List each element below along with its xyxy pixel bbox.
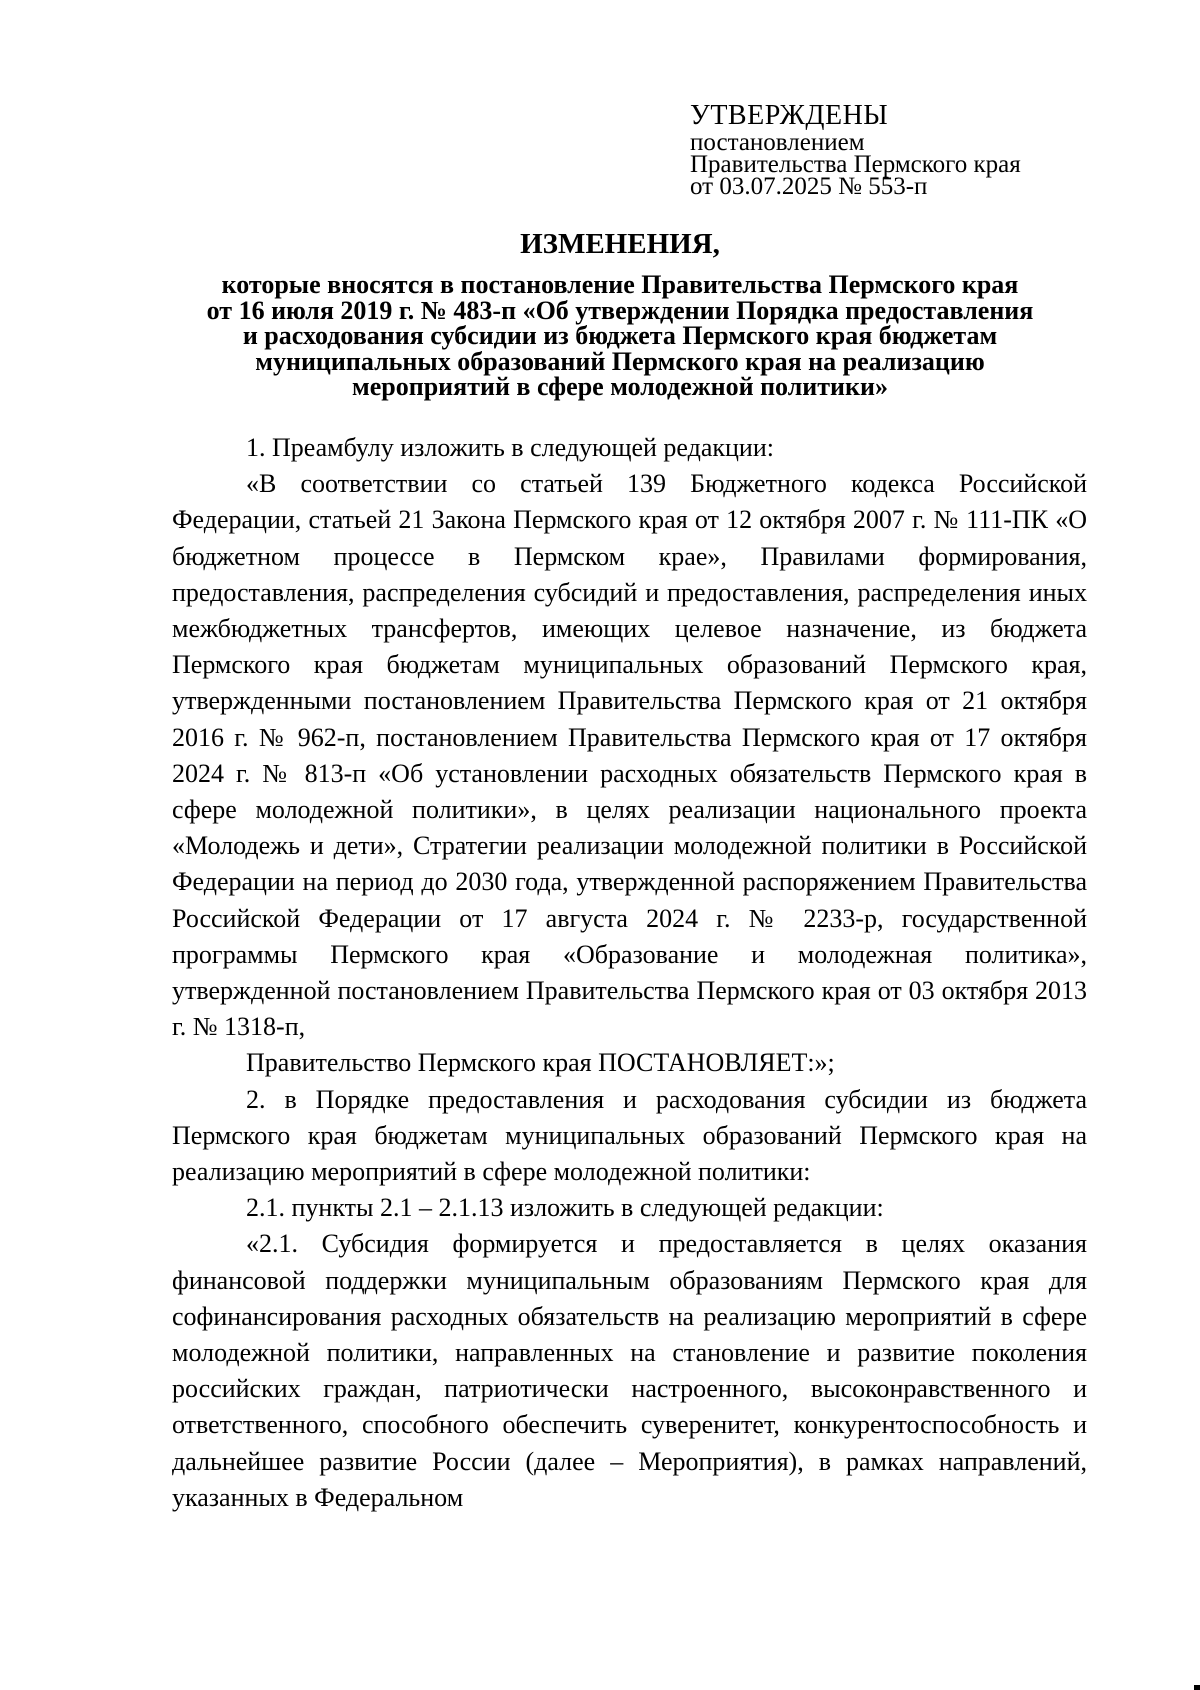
paragraph-resolves: Правительство Пермского края ПОСТАНОВЛЯЕТ:»; xyxy=(246,1048,835,1078)
subtitle-line: и расходования субсидии из бюджета Пермского края бюджетам xyxy=(242,321,998,350)
paragraph-item-2-1: 2.1. пункты 2.1 – 2.1.13 изложить в следующей редакции: xyxy=(246,1193,884,1223)
paragraph-item-2-1-text: «2.1. Субсидия формируется и предоставляется в целях оказания финансовой поддержки муниципальным образованиям Пермского края для софинансирования расходных обязательств на реализацию мероприятий в сфере молодежной политики, направленных на становление и развитие поколения российских граждан, патриотически настроенного, высоконравственного и ответственного, способного обеспечить суверенитет, конкурентоспособность и дальнейшее развитие России (далее – Мероприятия), в рамках направлений, указанных в Федеральном xyxy=(172,1229,1087,1512)
document-title: ИЗМЕНЕНИЯ, xyxy=(520,228,720,260)
subtitle-line: от 16 июля 2019 г. № 483-п «Об утверждении Порядка предоставления xyxy=(206,295,1034,325)
subtitle-line: муниципальных образований Пермского края на реализацию xyxy=(255,346,985,376)
subtitle-line: мероприятий в сфере молодежной политики» xyxy=(352,372,888,401)
subtitle-line: которые вносятся в постановление Правительства Пермского края xyxy=(221,270,1019,299)
approval-stamp xyxy=(690,100,1110,198)
document-subtitle xyxy=(140,272,1100,400)
approval-line: постановлением xyxy=(690,129,865,156)
paragraph-preamble-text: «В соответствии со статьей 139 Бюджетного кодекса Российской Федерации, статьей 21 Закона Пермского края от 12 октября 2007 г. № 111-ПК «О бюджетном процессе в Пермском крае», Правилами формирования, предоставления, распределения субсидий и предоставления, распределения иных межбюджетных трансфертов, имеющих целевое назначение, из бюджета Пермского края бюджетам муниципальных образований Пермского края, утвержденными постановлением Правительства Пермского края от 21 октября 2016 г. № 962-п, постановлением Правительства Пермского края от 17 октября 2024 г. № 813-п «Об установлении расходных обязательств Пермского края в сфере молодежной политики», в целях реализации национального проекта «Молодежь и дети», Стратегии реализации молодежной политики в Российской Федерации на период до 2030 года, утвержденной распоряжением Правительства Российской Федерации от 17 августа 2024 г. № 2233-р, государственной программы Пермского края «Образование и молодежная политика», утвержденной постановлением Правительства Пермского края от 03 октября 2013 г. № 1318-п, xyxy=(172,469,1087,1042)
paragraph-preamble-intro: 1. Преамбулу изложить в следующей редакции: xyxy=(246,433,774,462)
paragraph-item-2: 2. в Порядке предоставления и расходования субсидии из бюджета Пермского края бюджетам муниципальных образований Пермского края на реализацию мероприятий в сфере молодежной политики: xyxy=(172,1084,1087,1187)
approval-line: Правительства Пермского края xyxy=(690,151,1021,178)
approval-line: от 03.07.2025 № 553-п xyxy=(690,173,928,200)
document-body xyxy=(172,430,1087,1516)
scan-corner-mark xyxy=(1194,1685,1200,1690)
approval-heading: УТВЕРЖДЕНЫ xyxy=(690,100,889,131)
